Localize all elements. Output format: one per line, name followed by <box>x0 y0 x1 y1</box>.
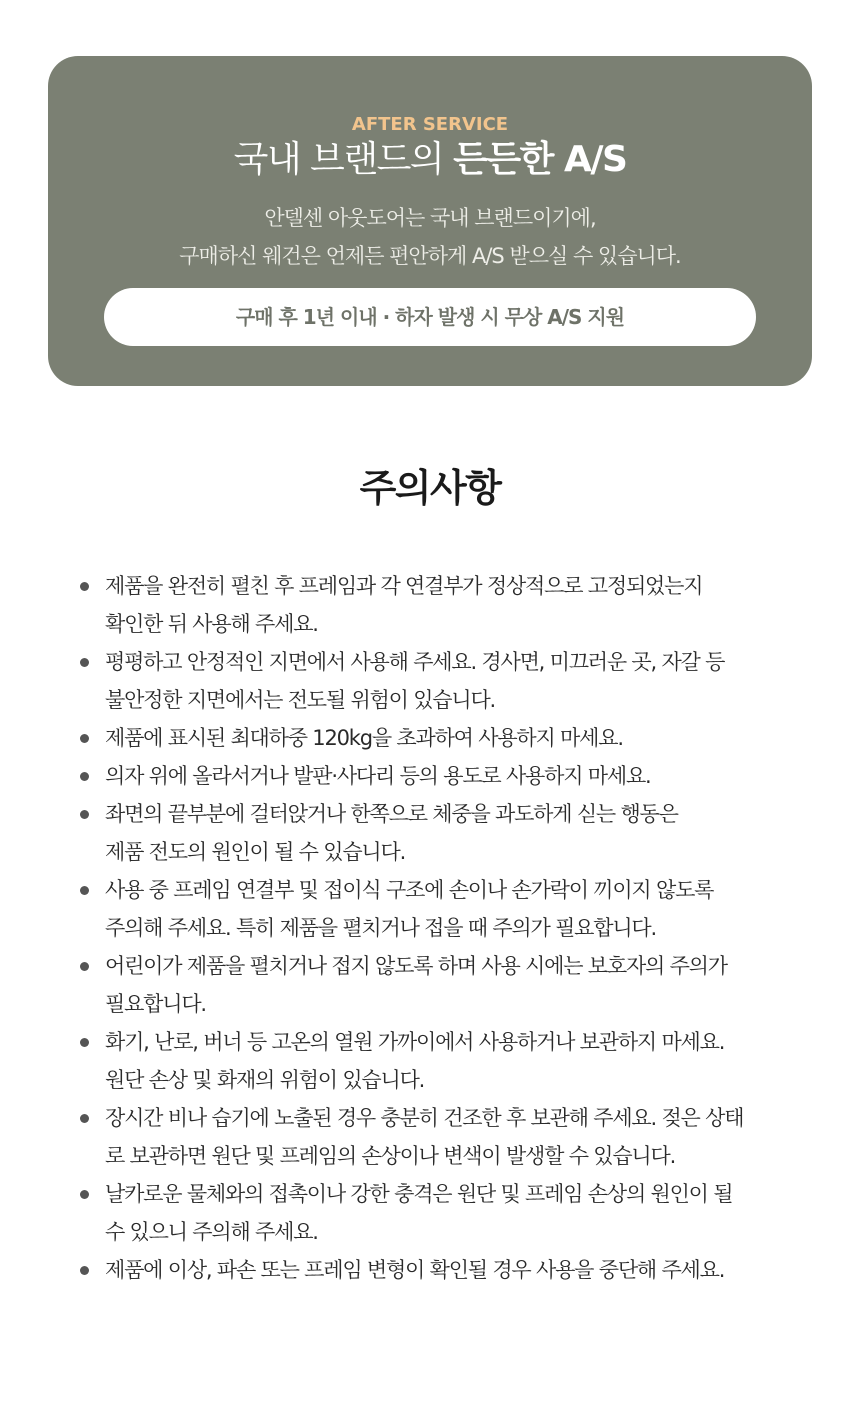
caution-item-text: 로 보관하면 원단 및 프레임의 손상이나 변색이 발생할 수 있습니다. <box>105 1144 676 1168</box>
caution-item-text: 필요합니다. <box>105 992 206 1016</box>
caution-item-text: 불안정한 지면에서는 전도될 위험이 있습니다. <box>105 688 496 712</box>
bullet-dot-icon <box>80 886 89 895</box>
caution-item-text: 좌면의 끝부분에 걸터앉거나 한쪽으로 체중을 과도하게 싣는 행동은 <box>105 802 678 826</box>
caution-item-text: 화기, 난로, 버너 등 고온의 열원 가까이에서 사용하거나 보관하지 마세요. <box>105 1030 725 1054</box>
caution-item-text: 어린이가 제품을 펼치거나 접지 않도록 하며 사용 시에는 보호자의 주의가 <box>105 954 727 978</box>
bullet-dot-icon <box>80 582 89 591</box>
caution-item-text: 평평하고 안정적인 지면에서 사용해 주세요. 경사면, 미끄러운 곳, 자갈 등 <box>105 650 725 674</box>
caution-item <box>78 567 798 643</box>
after-service-eyebrow: AFTER SERVICE <box>351 114 509 135</box>
after-service-description <box>48 199 812 275</box>
caution-item-text: 제품에 표시된 최대하중 120kg을 초과하여 사용하지 마세요. <box>105 726 623 750</box>
caution-item <box>78 1099 798 1175</box>
after-service-title-normal: 국내 브랜드의 <box>233 139 454 180</box>
after-service-description-line: 구매하신 웨건은 언제든 편안하게 A/S 받으실 수 있습니다. <box>179 244 681 268</box>
after-service-title <box>48 138 812 182</box>
caution-item-text: 날카로운 물체와의 접촉이나 강한 충격은 원단 및 프레임 손상의 원인이 될 <box>105 1182 733 1206</box>
cautions-title: 주의사항 <box>359 466 501 510</box>
bullet-dot-icon <box>80 810 89 819</box>
caution-item <box>78 719 798 757</box>
bullet-dot-icon <box>80 962 89 971</box>
caution-item <box>78 757 798 795</box>
bullet-dot-icon <box>80 1038 89 1047</box>
caution-item <box>78 871 798 947</box>
caution-item-text: 제품 전도의 원인이 될 수 있습니다. <box>105 840 406 864</box>
caution-item <box>78 643 798 719</box>
cautions-list <box>78 567 798 1289</box>
caution-item <box>78 1175 798 1251</box>
bullet-dot-icon <box>80 658 89 667</box>
caution-item-text: 제품에 이상, 파손 또는 프레임 변형이 확인될 경우 사용을 중단해 주세요. <box>105 1258 725 1282</box>
caution-item <box>78 795 798 871</box>
caution-item-text: 제품을 완전히 펼친 후 프레임과 각 연결부가 정상적으로 고정되었는지 <box>105 574 703 598</box>
caution-item-text: 수 있으니 주의해 주세요. <box>105 1220 318 1244</box>
bullet-dot-icon <box>80 1190 89 1199</box>
bullet-dot-icon <box>80 734 89 743</box>
caution-item <box>78 1023 798 1099</box>
bullet-dot-icon <box>80 1114 89 1123</box>
after-service-description-line: 안델센 아웃도어는 국내 브랜드이기에, <box>264 206 596 230</box>
after-service-title-strong: 든든한 A/S <box>453 139 627 180</box>
caution-item <box>78 947 798 1023</box>
caution-item-text: 사용 중 프레임 연결부 및 접이식 구조에 손이나 손가락이 끼이지 않도록 <box>105 878 714 902</box>
caution-item-text: 장시간 비나 습기에 노출된 경우 충분히 건조한 후 보관해 주세요. 젖은 상태 <box>105 1106 744 1130</box>
after-service-card <box>48 56 812 386</box>
caution-item-text: 의자 위에 올라서거나 발판·사다리 등의 용도로 사용하지 마세요. <box>105 764 651 788</box>
caution-item-text: 주의해 주세요. 특히 제품을 펼치거나 접을 때 주의가 필요합니다. <box>105 916 656 940</box>
bullet-dot-icon <box>80 772 89 781</box>
warranty-policy-badge: 구매 후 1년 이내 · 하자 발생 시 무상 A/S 지원 <box>104 288 756 346</box>
bullet-dot-icon <box>80 1266 89 1275</box>
caution-item-text: 확인한 뒤 사용해 주세요. <box>105 612 318 636</box>
caution-item-text: 원단 손상 및 화재의 위험이 있습니다. <box>105 1068 425 1092</box>
caution-item <box>78 1251 798 1289</box>
